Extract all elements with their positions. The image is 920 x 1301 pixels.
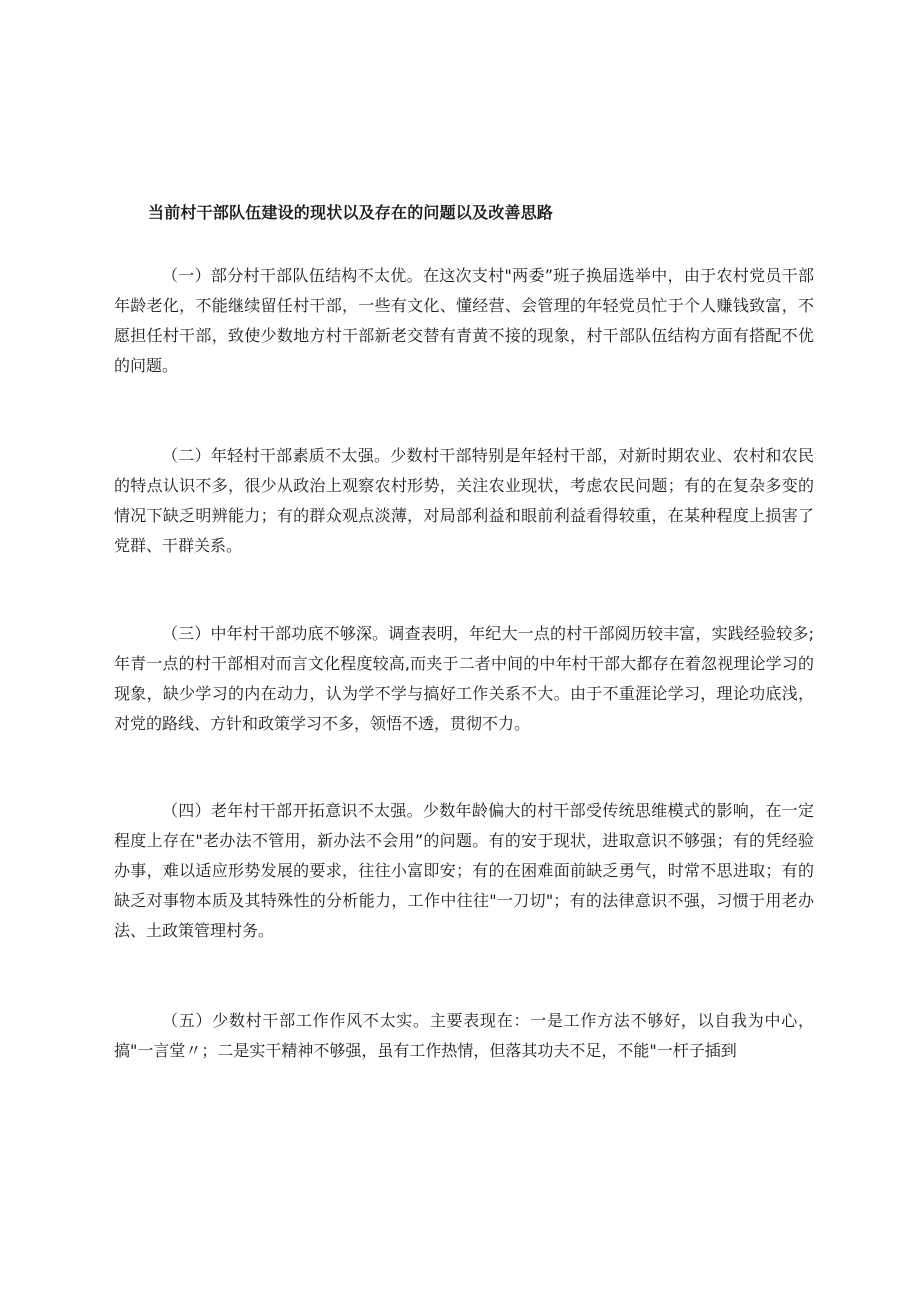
document-title: 当前村干部队伍建设的现状以及存在的问题以及改善思路	[148, 203, 554, 222]
section-paragraph-4: （四）老年村干部开拓意识不太强。少数年龄偏大的村干部受传统思维模式的影响，在一定程度上存在"老办法不管用，新办法不会用”的问题。有的安于现状，进取意识不够强；有的凭经验办事，难以适应形势发展的要求，往往小富即安；有的在困难面前缺乏勇气，时常不思进取；有的缺乏对事物本质及其特殊性的分析能力，工作中往往"一刀切"；有的法律意识不强，习惯于用老办法、土政策管理村务。	[114, 801, 814, 940]
section-paragraph-3: （三）中年村干部功底不够深。调查表明，年纪大一点的村干部阅历较丰富，实践经验较多;年青一点的村干部相对而言文化程度较高,而夹于二者中间的中年村干部大都存在着忽视理论学习的现象，缺少学习的内在动力，认为学不学与搞好工作关系不大。由于不重涯论学习，理论功底浅，对党的路线、方针和政策学习不多，领悟不透，贯彻不力。	[114, 624, 814, 733]
section-paragraph-2: （二）年轻村干部素质不太强。少数村干部特别是年轻村干部，对新时期农业、农村和农民的特点认识不多，很少从政治上观察农村形势，关注农业现状，考虑农民问题；有的在复杂多变的情况下缺乏明辨能力；有的群众观点淡薄，对局部利益和眼前利益看得较重，在某种程度上损害了党群、干群关系。	[114, 446, 814, 555]
section-paragraph-5: （五）少数村干部工作作风不太实。主要表现在：一是工作方法不够好，以自我为中心，搞"一言堂〃；二是实干精神不够强，虽有工作热情，但落其功夫不足，不能"一杆子插到	[114, 1011, 814, 1060]
section-paragraph-1: （一）部分村干部队伍结构不太优。在这次支村"两委”班子换届选举中，由于农村党员干部年龄老化，不能继续留任村干部，一些有文化、懂经营、会管理的年轻党员忙于个人赚钱致富，不愿担任村干部，致使少数地方村干部新老交替有青黄不接的现象，村干部队伍结构方面有搭配不优的问题。	[114, 266, 814, 375]
